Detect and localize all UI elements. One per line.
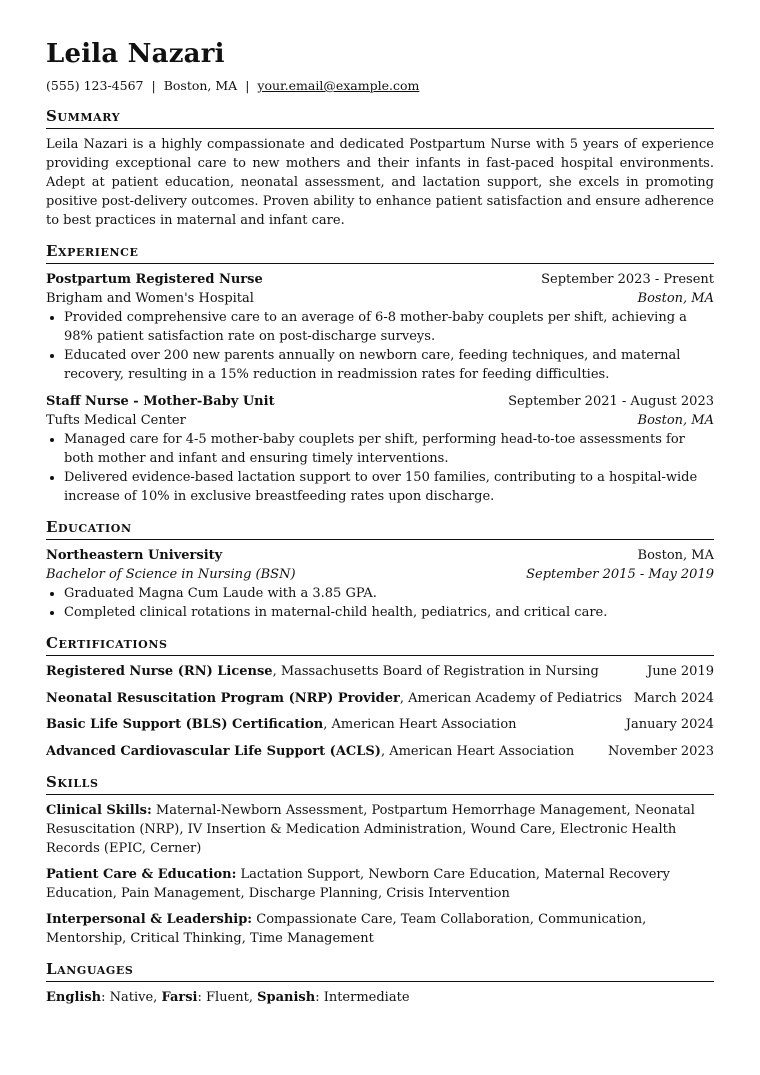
section-title-languages: Languages <box>46 960 714 982</box>
job-location: Boston, MA <box>637 291 714 306</box>
job-org: Tufts Medical Center <box>46 413 186 428</box>
bullet-item: • Completed clinical rotations in maternal-child health, pediatrics, and critical care. <box>64 603 714 622</box>
job-dates: September 2023 - Present <box>541 272 714 287</box>
certification-name: Basic Life Support (BLS) Certification <box>46 717 324 732</box>
certification-item <box>46 662 714 681</box>
separator: | <box>151 78 156 93</box>
education-dates: September 2015 - May 2019 <box>526 567 714 582</box>
job-role: Staff Nurse - Mother-Baby Unit <box>46 394 275 409</box>
certification-issuer: , Massachusetts Board of Registration in Nursing <box>272 664 599 679</box>
section-title-summary: Summary <box>46 107 714 129</box>
section-title-education: Education <box>46 518 714 540</box>
resume-page <box>46 38 714 1007</box>
certification-name: Neonatal Resuscitation Program (NRP) Provider <box>46 690 400 706</box>
section-title-skills: Skills <box>46 773 714 795</box>
language-level: : Native, <box>101 989 162 1005</box>
job-entry <box>46 392 714 506</box>
language-name: Spanish <box>257 989 316 1005</box>
certification-issuer: , American Heart Association <box>380 743 575 759</box>
certification-name: Registered Nurse (RN) License <box>46 664 273 679</box>
skill-group-label: Patient Care & Education: <box>46 866 237 882</box>
language-level: : Fluent, <box>197 989 258 1005</box>
job-bullets <box>46 430 714 506</box>
bullet-item: • Educated over 200 new parents annually on newborn care, feeding techniques, and maternal recovery, resulting in a 15% reduction in readmission rates for feeding difficulties. <box>64 346 714 384</box>
separator: | <box>245 78 250 93</box>
certification-name: Advanced Cardiovascular Life Support (ACLS) <box>46 743 381 759</box>
summary-section <box>46 107 714 230</box>
bullet-item: • Graduated Magna Cum Laude with a 3.85 GPA. <box>64 584 714 603</box>
skill-group-text: Maternal-Newborn Assessment, Postpartum Hemorrhage Management, Neonatal Resuscitation (NRP), IV Insertion & Medication Administration, Wound Care, Electronic Health Records (EPIC, Cerner) <box>46 802 695 856</box>
candidate-name: Leila Nazari <box>46 39 225 69</box>
job-role: Postpartum Registered Nurse <box>46 272 263 287</box>
education-section <box>46 518 714 622</box>
phone: (555) 123-4567 <box>46 78 144 93</box>
certification-issuer: , American Heart Association <box>323 717 517 732</box>
bullet-item: • Managed care for 4-5 mother-baby couplets per shift, performing head-to-toe assessments for both mother and infant and ensuring timely interventions. <box>64 430 714 468</box>
contact-line <box>46 76 714 95</box>
skill-group <box>46 910 714 948</box>
summary-text: Leila Nazari is a highly compassionate and dedicated Postpartum Nurse with 5 years of experience providing exceptional care to new mothers and their infants in fast-paced hospital environments. Adept at patient education, neonatal assessment, and lactation support, she excels in promoting positive post-delivery outcomes. Proven ability to enhance patient satisfaction and ensure adherence to best practices in maternal and infant care. <box>46 137 714 228</box>
job-entry <box>46 270 714 384</box>
degree: Bachelor of Science in Nursing (BSN) <box>46 567 296 582</box>
school-name: Northeastern University <box>46 548 223 563</box>
certification-item <box>46 715 714 734</box>
skill-group-label: Clinical Skills: <box>46 802 152 818</box>
job-bullets <box>46 308 714 384</box>
job-dates: September 2021 - August 2023 <box>508 394 714 409</box>
languages-section <box>46 960 714 1007</box>
certification-date: November 2023 <box>607 743 714 759</box>
language-level: : Intermediate <box>315 989 410 1005</box>
certification-date: March 2024 <box>633 690 714 706</box>
certification-date: June 2019 <box>647 664 714 679</box>
bullet-item: • Delivered evidence-based lactation support to over 150 families, contributing to a hospital-wide increase of 10% in exclusive breastfeeding rates upon discharge. <box>64 468 714 506</box>
certification-issuer: , American Academy of Pediatrics <box>399 690 623 706</box>
skill-group-label: Interpersonal & Leadership: <box>46 911 253 927</box>
languages-line <box>46 988 714 1007</box>
section-title-certifications: Certifications <box>46 634 714 656</box>
certifications-section <box>46 634 714 761</box>
skills-section <box>46 773 714 948</box>
school-location: Boston, MA <box>637 548 714 563</box>
certification-item <box>46 689 714 708</box>
language-name: Farsi <box>161 989 198 1005</box>
section-title-experience: Experience <box>46 242 714 264</box>
job-location: Boston, MA <box>637 413 714 428</box>
education-bullets <box>46 584 714 622</box>
experience-section <box>46 242 714 506</box>
language-name: English <box>46 989 102 1005</box>
job-org: Brigham and Women's Hospital <box>46 291 254 306</box>
certification-item <box>46 742 714 761</box>
skill-group-text: Lactation Support, Newborn Care Education, Maternal Recovery Education, Pain Management, Discharge Planning, Crisis Intervention <box>46 866 670 901</box>
location: Boston, MA <box>163 78 238 93</box>
email-link[interactable]: your.email@example.com <box>257 78 420 93</box>
skill-group <box>46 865 714 903</box>
bullet-item: • Provided comprehensive care to an average of 6-8 mother-baby couplets per shift, achieving a 98% patient satisfaction rate on post-discharge surveys. <box>64 308 714 346</box>
certification-date: January 2024 <box>625 717 714 732</box>
skill-group <box>46 801 714 858</box>
skill-group-text: Compassionate Care, Team Collaboration, Communication, Mentorship, Critical Thinking, Time Management <box>46 911 647 946</box>
